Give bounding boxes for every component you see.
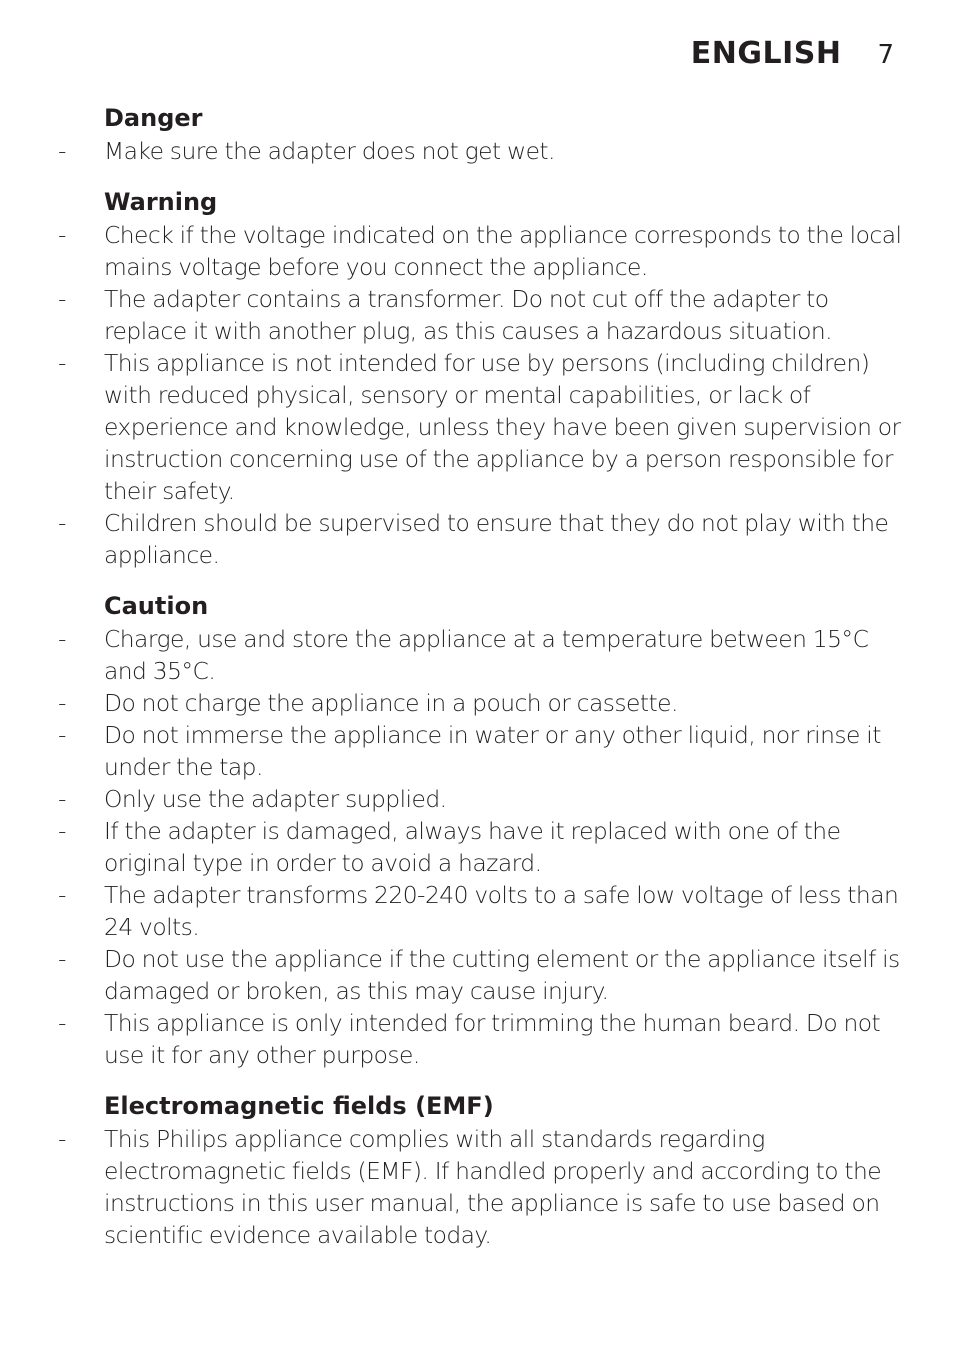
section-warning [0, 185, 954, 571]
item-text: This Philips appliance complies with all standards regarding electromagnetic fields (EMF). If handled properly and according to the instructions in this user manual, the appliance is safe to use based on scientific evidence available today. [104, 1125, 882, 1249]
list-item [0, 1007, 954, 1071]
section-heading: Danger [104, 104, 203, 132]
bullet-dash: - [58, 625, 66, 653]
item-text: This appliance is only intended for trimming the human beard. Do not use it for any other purpose. [104, 1009, 881, 1069]
item-list [0, 623, 954, 1071]
list-item [0, 687, 954, 719]
item-text: Charge, use and store the appliance at a temperature between 15°C and 35°C. [104, 625, 869, 685]
item-text: Do not use the appliance if the cutting element or the appliance itself is damaged or broken, as this may cause injury. [104, 945, 900, 1005]
page-number: 7 [877, 40, 894, 70]
list-item [0, 219, 954, 283]
bullet-dash: - [58, 285, 66, 313]
item-text: Make sure the adapter does not get wet. [104, 137, 555, 165]
section-heading: Warning [104, 188, 218, 216]
list-item [0, 815, 954, 879]
list-item [0, 783, 954, 815]
section-heading: Caution [104, 592, 209, 620]
list-item [0, 283, 954, 347]
bullet-dash: - [58, 1125, 66, 1153]
bullet-dash: - [58, 881, 66, 909]
manual-content [0, 101, 954, 1269]
item-text: Do not immerse the appliance in water or any other liquid, nor rinse it under the tap. [104, 721, 881, 781]
list-item [0, 507, 954, 571]
list-item [0, 719, 954, 783]
item-list [0, 1123, 954, 1251]
item-text: The adapter contains a transformer. Do not cut off the adapter to replace it with another plug, as this causes a hazardous situation. [104, 285, 833, 345]
bullet-dash: - [58, 221, 66, 249]
page-header [691, 36, 894, 71]
item-text: The adapter transforms 220-240 volts to a safe low voltage of less than 24 volts. [104, 881, 899, 941]
language-title: ENGLISH [690, 36, 842, 71]
bullet-dash: - [58, 349, 66, 377]
bullet-dash: - [58, 945, 66, 973]
list-item [0, 879, 954, 943]
item-text: This appliance is not intended for use by persons (including children) with reduced physical, sensory or mental capabilities, or lack of experience and knowledge, unless they have been given supervision or instruction concerning use of the appliance by a person responsible for their safety. [104, 349, 901, 505]
item-text: Only use the adapter supplied. [104, 785, 447, 813]
bullet-dash: - [58, 1009, 66, 1037]
bullet-dash: - [58, 689, 66, 717]
list-item [0, 943, 954, 1007]
bullet-dash: - [58, 817, 66, 845]
item-text: Check if the voltage indicated on the appliance corresponds to the local mains voltage before you connect the appliance. [104, 221, 902, 281]
list-item [0, 1123, 954, 1251]
bullet-dash: - [58, 509, 66, 537]
bullet-dash: - [58, 785, 66, 813]
item-list [0, 219, 954, 571]
item-text: If the adapter is damaged, always have it replaced with one of the original type in order to avoid a hazard. [104, 817, 841, 877]
section-danger [0, 101, 954, 167]
bullet-dash: - [58, 721, 66, 749]
section-emf [0, 1089, 954, 1251]
section-heading: Electromagnetic fields (EMF) [104, 1092, 494, 1120]
list-item [0, 623, 954, 687]
item-text: Do not charge the appliance in a pouch or cassette. [104, 689, 678, 717]
bullet-dash: - [58, 137, 66, 165]
section-caution [0, 589, 954, 1071]
item-list [0, 135, 954, 167]
item-text: Children should be supervised to ensure that they do not play with the appliance. [104, 509, 889, 569]
list-item [0, 135, 954, 167]
list-item [0, 347, 954, 507]
